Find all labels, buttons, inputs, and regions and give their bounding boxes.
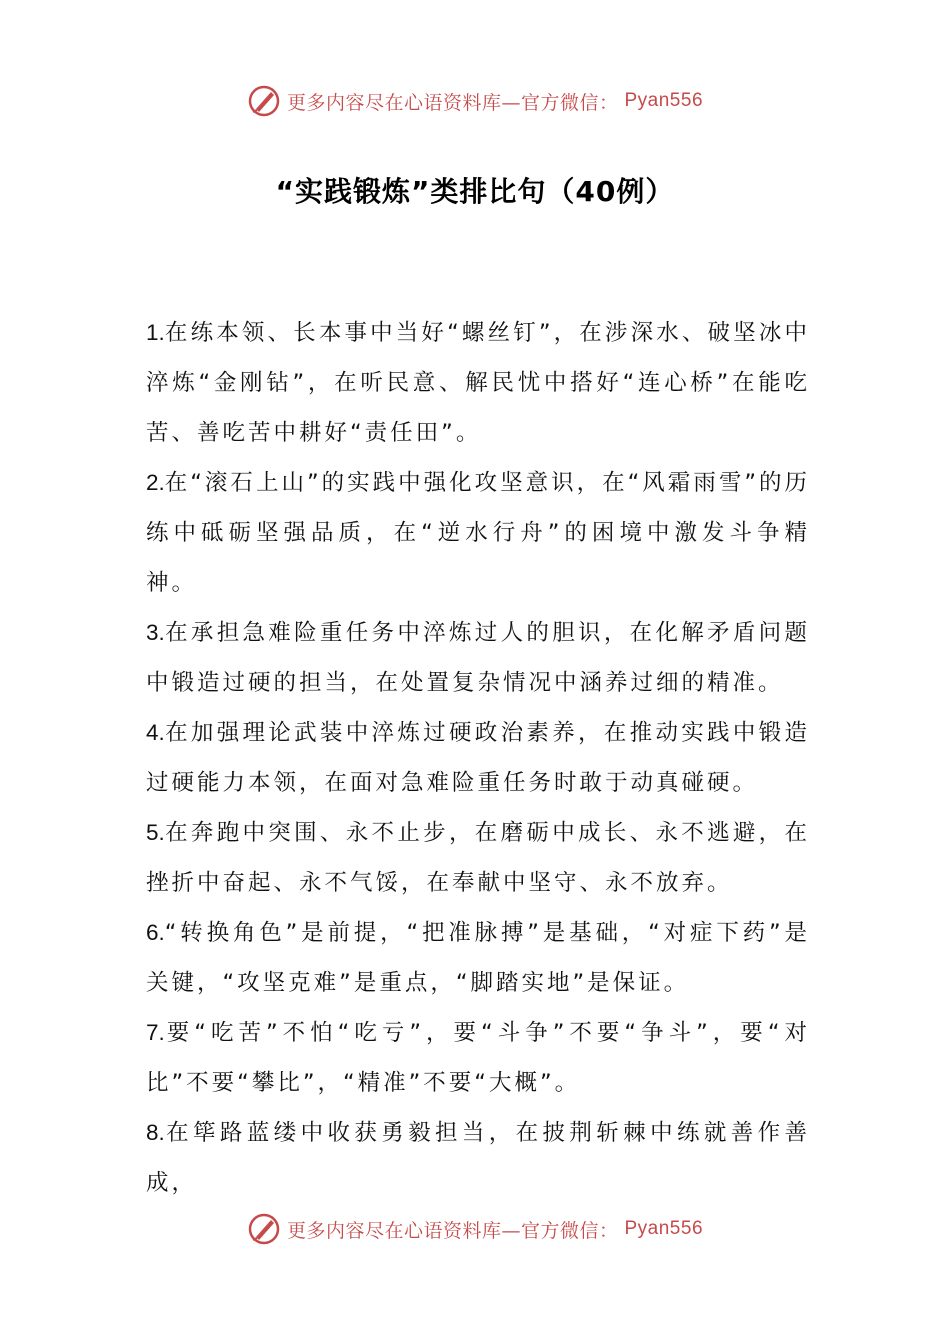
list-item xyxy=(146,308,810,458)
item-text: 在承担急难险重任务中淬炼过人的胆识，在化解矛盾问题中锻造过硬的担当，在处置复杂情况中涵养过细的精准。 xyxy=(146,620,810,696)
item-number: 1. xyxy=(146,320,165,345)
item-number: 7. xyxy=(146,1020,165,1045)
item-number: 3. xyxy=(146,620,165,645)
footer-watermark xyxy=(0,1212,950,1246)
watermark-text: 更多内容尽在心语资料库—官方微信： xyxy=(286,91,619,114)
list-item xyxy=(146,808,810,908)
page-title: “实践锻炼”类排比句（40例） xyxy=(275,175,675,208)
watermark-wechat-id: Pyan556 xyxy=(624,1218,704,1239)
list-item xyxy=(146,708,810,808)
item-number: 5. xyxy=(146,820,165,845)
item-text: 要“吃苦”不怕“吃亏”，要“斗争”不要“争斗”，要“对比”不要“攀比”，“精准”不要“大概”。 xyxy=(146,1020,810,1096)
watermark-wechat-id: Pyan556 xyxy=(624,90,704,111)
quill-logo-icon xyxy=(247,1212,281,1246)
item-number: 6. xyxy=(146,920,165,945)
list-item xyxy=(146,908,810,1008)
item-text: 在练本领、长本事中当好“螺丝钉”，在涉深水、破坚冰中淬炼“金刚钻”，在听民意、解民忧中搭好“连心桥”在能吃苦、善吃苦中耕好“责任田”。 xyxy=(146,320,810,446)
item-number: 4. xyxy=(146,720,165,745)
sentence-list xyxy=(146,308,810,1208)
item-text: “转换角色”是前提，“把准脉搏”是基础，“对症下药”是关键，“攻坚克难”是重点，“脚踏实地”是保证。 xyxy=(146,920,810,996)
item-text: 在加强理论武装中淬炼过硬政治素养，在推动实践中锻造过硬能力本领，在面对急难险重任务时敢于动真碰硬。 xyxy=(146,720,810,796)
item-text: 在“滚石上山”的实践中强化攻坚意识，在“风霜雨雪”的历练中砥砺坚强品质，在“逆水行舟”的困境中激发斗争精神。 xyxy=(146,470,810,596)
item-number: 8. xyxy=(146,1120,165,1145)
item-text: 在奔跑中突围、永不止步，在磨砺中成长、永不逃避，在挫折中奋起、永不气馁，在奉献中坚守、永不放弃。 xyxy=(146,820,810,896)
watermark-text: 更多内容尽在心语资料库—官方微信： xyxy=(286,1219,619,1242)
item-text: 在筚路蓝缕中收获勇毅担当，在披荆斩棘中练就善作善成， xyxy=(146,1120,810,1196)
list-item xyxy=(146,1108,810,1208)
list-item xyxy=(146,1008,810,1108)
item-number: 2. xyxy=(146,470,165,495)
list-item xyxy=(146,458,810,608)
quill-logo-icon xyxy=(247,84,281,118)
header-watermark xyxy=(0,84,950,118)
list-item xyxy=(146,608,810,708)
